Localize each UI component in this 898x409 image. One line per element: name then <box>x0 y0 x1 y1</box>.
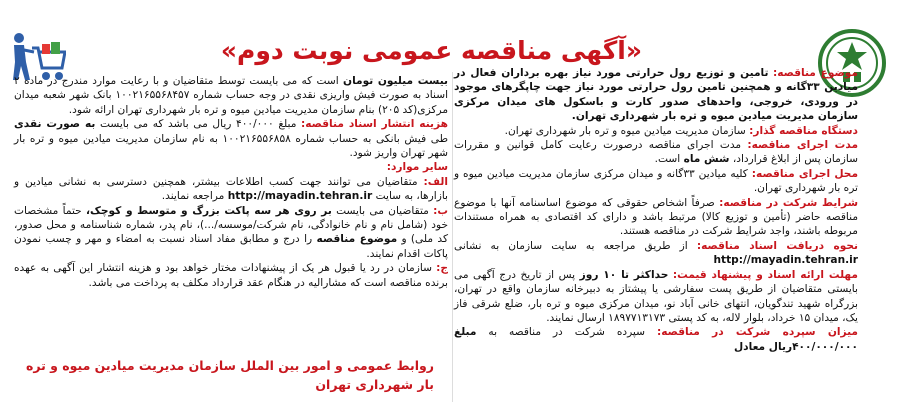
subject-label: موضوع مناقصه: <box>772 67 858 79</box>
duration-label: مدت اجرای مناقصه: <box>747 139 859 152</box>
conditions-paragraph <box>454 196 858 239</box>
amount-paragraph <box>14 74 448 117</box>
other-c-text: سازمان در رد یا قبول هر یک از پیشنهادات مختار خواهد بود و هزینه انتشار این آگهی به عهده برنده مناقصه است که مشارالیه در هنگام عقد قرارداد مکلف به پرداخت می باشد. <box>14 262 448 289</box>
footer-signature: روابط عمومی و امور بین الملل سازمان مدیریت میادین میوه و تره بار شهرداری تهران <box>25 358 434 392</box>
receipt-url-link[interactable]: http://mayadin.tehran.ir <box>713 254 858 267</box>
other-c-label: ج: <box>436 262 449 275</box>
other-a-paragraph <box>14 175 448 204</box>
fee-bold: به صورت نقدی <box>14 118 96 131</box>
receipt-label: نحوه دریافت اسناد مناقصه: <box>696 239 858 252</box>
guarantee-label: میزان سپرده شرکت در مناقصه: <box>656 326 858 339</box>
other-a-text: متقاضیان می توانند جهت کسب اطلاعات بیشتر، همچنین دسترسی به نشانی میادین و بازارها، به سایت <box>14 175 448 203</box>
guarantee-paragraph <box>454 325 858 354</box>
other-b-bold-2: موضوع مناقصه <box>316 233 398 246</box>
deadline-text: پس از تاریخ درج آگهی می بایستی متقاضیان از طریق پست سفارشی یا پیشتاز به دبیرخانه سازمان واقع در تهران، بزرگراه شهید تندگویان، انتهای خانی آباد نو، میدان مرکزی میوه و تره بار، ضلع شرقی فاز یک، میدان ۱۵ خرداد، بلوار لاله، به کد پستی ۱۸۹۷۷۱۳۱۷۳ ارسال نمایند. <box>454 268 858 324</box>
conditions-text: صرفاً اشخاص حقوقی که موضوع اساسنامه آنها با موضوع مناقصه حاضر (تأمین و توزیع کالا) مرتبط باشد و دارای کد اقتصادی به همراه مستندات مربوطه باشند، واجد شرایط شرکت در مناقصه هستند. <box>454 196 858 238</box>
deadline-bold: حداکثر تا ۱۰ روز <box>579 268 669 281</box>
fee-label: هزینه انتشار اسناد مناقصه: <box>301 118 448 131</box>
amount-text: است که می بایست توسط متقاضیان و با رعایت موارد مندرج در ماده ۲ اسناد به صورت فیش واریزی نقدی در وجه حساب شماره ۱۰۰۲۱۶۵۵۶۸۴۵۷ بانک شهر شعبه میدان مرکزی(کد ۲۰۵) بنام سازمان مدیریت میادین میوه و تره بار شهرداری تهران ارائه شود. <box>14 75 449 116</box>
receipt-paragraph <box>454 239 858 268</box>
other-b-text-3: را درج و مطابق مفاد اسناد نسبت به امضاء و مهر و چسب نمودن پاکات اقدام نمایند. <box>14 233 448 260</box>
location-paragraph <box>454 167 858 196</box>
duration-text: مدت اجرای مناقصه درصورت رعایت کامل قوانین و مقررات سازمان پس از ابلاغ قرارداد، <box>454 139 858 166</box>
other-heading <box>14 160 448 174</box>
organizer-text: سازمان مدیریت میادین میوه و تره بار شهرداری تهران. <box>504 124 746 137</box>
other-a-url-link[interactable]: http://mayadin.tehran.ir <box>227 190 373 203</box>
subject-text: تامین و توزیع رول حرارتی مورد نیاز بهره برداران فعال در میادین ۳۳گانه و همچنین تامین رول حرارتی مورد نیاز جهت چاپگرهای موجود در ورودی، خروجی، واحدهای صدور کارت و باسکول های میدان مرکزی سازمان مدیریت میادین میوه و تره بار شهرداری تهران. <box>454 67 858 123</box>
duration-bold: شش ماه <box>683 153 730 166</box>
other-b-text: متقاضیان می بایست <box>336 204 429 217</box>
fee-text: مبلغ ۴۰۰/۰۰۰ ریال می باشد که می بایست <box>99 118 297 131</box>
fee-text-2: طی فیش بانکی به حساب شماره ۱۰۰۲۱۶۵۵۶۸۵۸ به نام سازمان مدیریت میادین میوه و تره بار شهر تهران واریز شود. <box>14 132 448 160</box>
column-divider <box>452 72 453 402</box>
other-b-bold: بر روی هر سه پاکت بزرگ و متوسط و کوچک، <box>86 204 332 217</box>
conditions-label: شرایط شرکت در مناقصه: <box>719 196 858 209</box>
page-title: «آگهی مناقصه عمومی نوبت دوم» <box>220 36 642 65</box>
organizer-label: دستگاه مناقصه گذار: <box>749 124 858 137</box>
location-text: کلیه میادین ۳۳گانه و میدان مرکزی سازمان مدیریت میادین میوه و تره بار شهرداری تهران. <box>454 167 858 195</box>
other-b-paragraph <box>14 204 448 262</box>
right-column <box>454 66 858 354</box>
fee-paragraph <box>14 117 448 160</box>
receipt-text: از طریق مراجعه به سایت سازمان به نشانی <box>454 239 688 252</box>
duration-paragraph <box>454 138 858 167</box>
guarantee-text: سپرده شرکت در مناقصه به <box>488 326 646 339</box>
duration-end: است. <box>654 153 681 166</box>
guarantee-bold: مبلغ ۴۰۰/۰۰۰/۰۰۰ریال معادل <box>454 326 858 353</box>
location-label: محل اجرای مناقصه: <box>751 167 859 180</box>
other-a-end: مراجعه نمایند. <box>161 190 225 203</box>
other-label: سایر موارد: <box>386 161 448 174</box>
other-b-text-2: حتماً مشخصات خود (شامل نام و نام خانوادگی، نام شرکت/موسسه/...)، نام پدر، شماره شناسنامه و محل صدور، کد ملی) و <box>14 204 449 246</box>
left-column <box>14 74 448 290</box>
other-c-paragraph <box>14 261 448 290</box>
other-a-label: الف: <box>423 175 448 188</box>
amount-bold: بیست میلیون تومان <box>343 75 448 87</box>
deadline-paragraph <box>454 268 858 326</box>
subject-paragraph <box>454 66 858 124</box>
other-b-label: ب: <box>433 204 449 217</box>
organizer-paragraph <box>454 124 858 138</box>
deadline-label: مهلت ارائه اسناد و پیشنهاد قیمت: <box>672 268 858 281</box>
